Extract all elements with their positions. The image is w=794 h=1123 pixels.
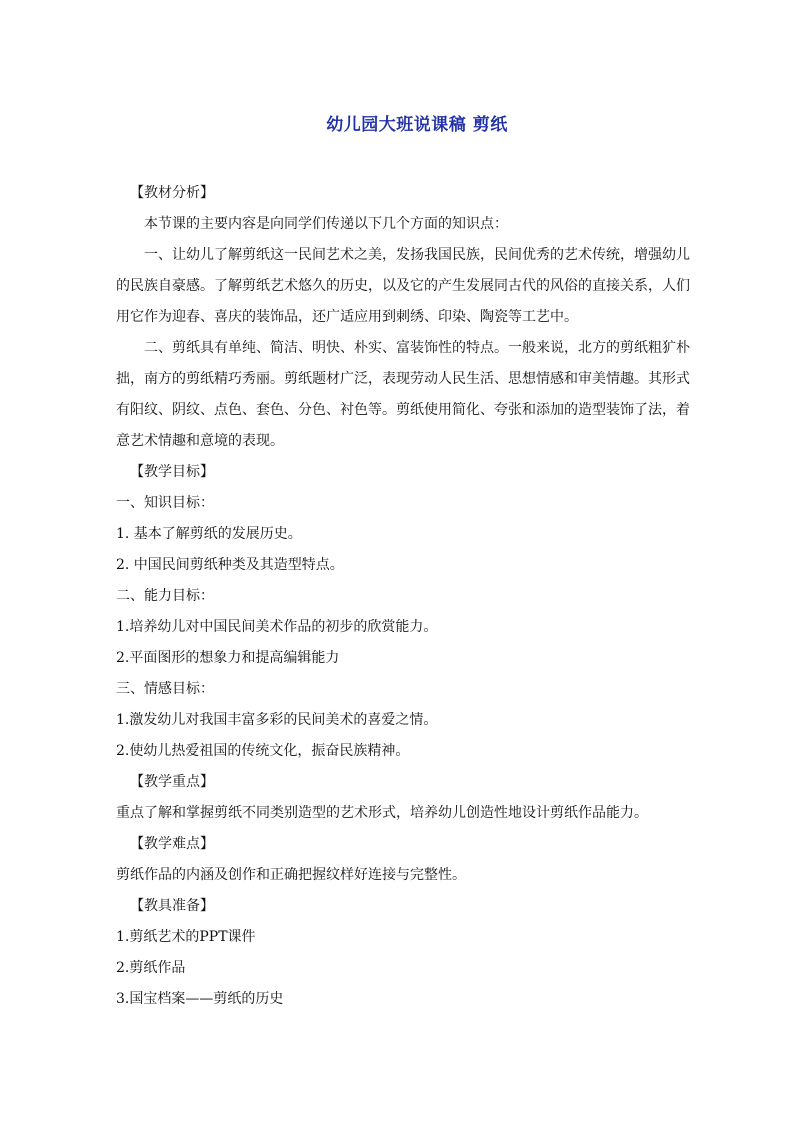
tools-item: 2.剪纸作品 bbox=[116, 960, 186, 976]
document-body bbox=[116, 178, 690, 1015]
goal-ability-title: 二、能力目标： bbox=[116, 588, 214, 604]
section-heading-key-points: 【教学重点】 bbox=[130, 774, 214, 790]
materials-paragraph-1: 一、让幼儿了解剪纸这一民间艺术之美，发扬我国民族，民间优秀的艺术传统，增强幼儿的民族自豪感。了解剪纸艺术悠久的历史，以及它的产生发展同古代的风俗的直接关系，人们用它作为迎春、喜庆的装饰品，还广适应用到刺绣、印染、陶瓷等工艺中。 bbox=[116, 247, 690, 325]
goal-ability-item: 2.平面图形的想象力和提高编辑能力 bbox=[116, 650, 340, 666]
document-title: 幼儿园大班说课稿 剪纸 bbox=[326, 115, 508, 135]
tools-item: 3.国宝档案——剪纸的历史 bbox=[116, 991, 284, 1007]
goal-knowledge-item: 1. 基本了解剪纸的发展历史。 bbox=[116, 526, 302, 542]
goal-emotion-item: 1.激发幼儿对我国丰富多彩的民间美术的喜爱之情。 bbox=[116, 712, 438, 728]
goal-ability-item: 1.培养幼儿对中国民间美术作品的初步的欣赏能力。 bbox=[116, 619, 438, 635]
goal-knowledge-title: 一、知识目标： bbox=[116, 495, 214, 511]
key-points-text: 重点了解和掌握剪纸不同类别造型的艺术形式，培养幼儿创造性地设计剪纸作品能力。 bbox=[116, 805, 648, 821]
tools-item: 1.剪纸艺术的PPT课件 bbox=[116, 929, 256, 945]
goal-emotion-title: 三、情感目标： bbox=[116, 681, 214, 697]
section-heading-tools: 【教具准备】 bbox=[130, 898, 214, 914]
difficulties-text: 剪纸作品的内涵及创作和正确把握纹样好连接与完整性。 bbox=[116, 867, 466, 883]
goal-emotion-item: 2.使幼儿热爱祖国的传统文化，振奋民族精神。 bbox=[116, 743, 410, 759]
section-heading-materials: 【教材分析】 bbox=[130, 185, 214, 201]
goal-knowledge-item: 2. 中国民间剪纸种类及其造型特点。 bbox=[116, 557, 344, 573]
section-heading-difficulties: 【教学难点】 bbox=[130, 836, 214, 852]
materials-intro: 本节课的主要内容是向同学们传递以下几个方面的知识点： bbox=[144, 216, 508, 232]
section-heading-goals: 【教学目标】 bbox=[130, 464, 214, 480]
materials-paragraph-2: 二、剪纸具有单纯、简洁、明快、朴实、富装饰性的特点。一般来说，北方的剪纸粗犷朴拙，南方的剪纸精巧秀丽。剪纸题材广泛，表现劳动人民生活、思想情感和审美情趣。其形式有阳纹、阴纹、点色、套色、分色、衬色等。剪纸使用简化、夸张和添加的造型装饰了法，着意艺术情趣和意境的表现。 bbox=[116, 340, 690, 449]
